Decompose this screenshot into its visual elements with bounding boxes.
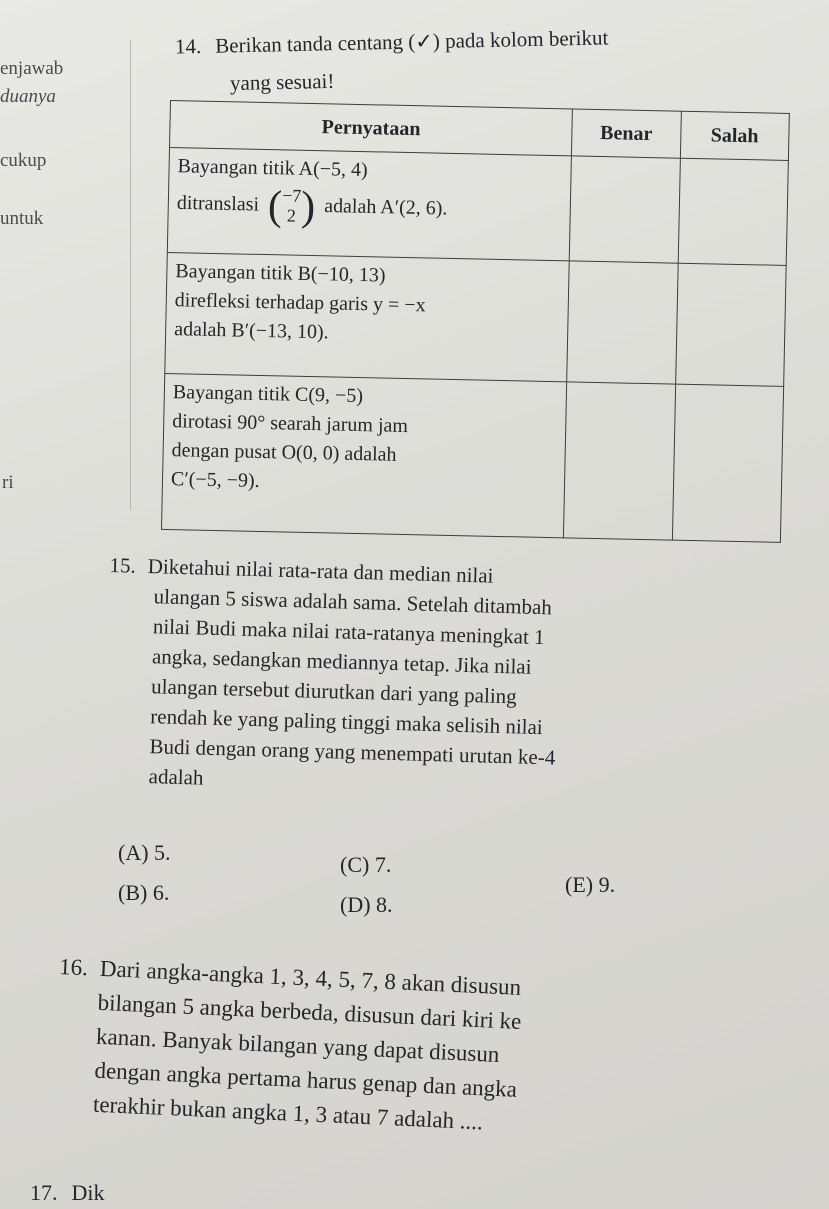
- statement-3-line3: dengan pusat O(0, 0) adalah: [171, 438, 397, 466]
- q15-line: adalah: [148, 764, 204, 790]
- statement-1-line1: Bayangan titik A(−5, 4): [177, 155, 368, 182]
- left-fragment-1: enjawab: [0, 58, 64, 79]
- vector-top: −7: [282, 185, 302, 207]
- q17-text: Dik: [71, 1180, 105, 1205]
- column-divider: [130, 40, 131, 510]
- benar-cell-2[interactable]: [567, 261, 678, 383]
- statement-2: [165, 253, 570, 382]
- header-salah: Salah: [680, 111, 789, 160]
- q16-line: terakhir bukan angka 1, 3 atau 7 adalah ....: [92, 1091, 484, 1135]
- option-a[interactable]: (A) 5.: [118, 840, 171, 865]
- statement-1-pre: ditranslasi: [176, 191, 260, 216]
- statement-1-line2: [176, 181, 562, 235]
- q16-line: dengan angka pertama harus genap dan angka: [94, 1057, 518, 1102]
- left-fragment-2: duanya: [0, 86, 56, 107]
- benar-cell-1[interactable]: [569, 156, 680, 264]
- translation-vector: (−7 2 ): [267, 183, 316, 231]
- q14-number: 14.: [174, 33, 202, 59]
- header-pernyataan: Pernyataan: [170, 101, 573, 156]
- vector-bottom: 2: [286, 205, 297, 226]
- statement-1: [167, 148, 571, 262]
- statement-3: [162, 373, 567, 538]
- table-row: [165, 253, 786, 386]
- option-b[interactable]: (B) 6.: [118, 880, 170, 905]
- q15-line: nilai Budi maka nilai rata-ratanya meningkat 1: [152, 614, 545, 650]
- q15-number: 15.: [109, 552, 137, 578]
- table-row: [162, 373, 784, 542]
- left-fragment-4: untuk: [0, 208, 44, 229]
- statement-3-line2: dirotasi 90° searah jarum jam: [172, 409, 409, 437]
- q15-line: angka, sedangkan mediannya tetap. Jika nilai: [151, 644, 532, 679]
- q14-instruction: [175, 25, 609, 59]
- salah-cell-3[interactable]: [672, 384, 784, 543]
- statement-3-line1: Bayangan titik C(9, −5): [172, 380, 364, 407]
- table-row: [167, 148, 788, 266]
- q16-number: 16.: [58, 953, 89, 981]
- left-fragment-3: cukup: [0, 150, 47, 171]
- q15-line: ulangan 5 siswa adalah sama. Setelah ditambah: [153, 584, 553, 620]
- q16-line: kanan. Banyak bilangan yang dapat disusun: [95, 1023, 500, 1068]
- q17-fragment: [30, 1180, 105, 1206]
- statement-3-line4: C′(−5, −9).: [170, 467, 260, 492]
- q15-line: Budi dengan orang yang menempati urutan ke-4: [149, 734, 556, 770]
- option-c[interactable]: (C) 7.: [340, 852, 392, 877]
- q15-line: ulangan tersebut diurutkan dari yang paling: [150, 674, 518, 709]
- q16-question: [52, 950, 523, 1141]
- option-d[interactable]: (D) 8.: [340, 892, 393, 917]
- q17-number: 17.: [30, 1180, 58, 1205]
- statement-2-line2: direfleksi terhadap garis y = −x: [174, 289, 426, 317]
- statement-2-line3: adalah B′(−13, 10).: [173, 318, 329, 344]
- statement-1-post: adalah A′(2, 6).: [323, 194, 448, 220]
- header-benar: Benar: [572, 109, 681, 158]
- q15-question: [103, 550, 560, 802]
- q15-line: Diketahui nilai rata-rata dan median nilai: [147, 554, 494, 588]
- salah-cell-1[interactable]: [678, 158, 789, 266]
- option-e[interactable]: (E) 9.: [565, 872, 616, 897]
- left-fragment-5: ri: [2, 472, 14, 493]
- salah-cell-2[interactable]: [675, 264, 786, 386]
- q16-line: Dari angka-angka 1, 3, 4, 5, 7, 8 akan disusun: [99, 955, 522, 1000]
- q14-table: [161, 100, 790, 543]
- statement-2-line1: Bayangan titik B(−10, 13): [175, 260, 386, 287]
- q16-line: bilangan 5 angka berbeda, disusun dari kiri ke: [97, 989, 522, 1034]
- benar-cell-3[interactable]: [564, 381, 676, 540]
- q14-line1: Berikan tanda centang (✓) pada kolom berikut: [215, 25, 609, 58]
- q14-line2: yang sesuai!: [229, 68, 335, 96]
- q15-line: rendah ke yang paling tinggi maka selisih nilai: [150, 704, 544, 740]
